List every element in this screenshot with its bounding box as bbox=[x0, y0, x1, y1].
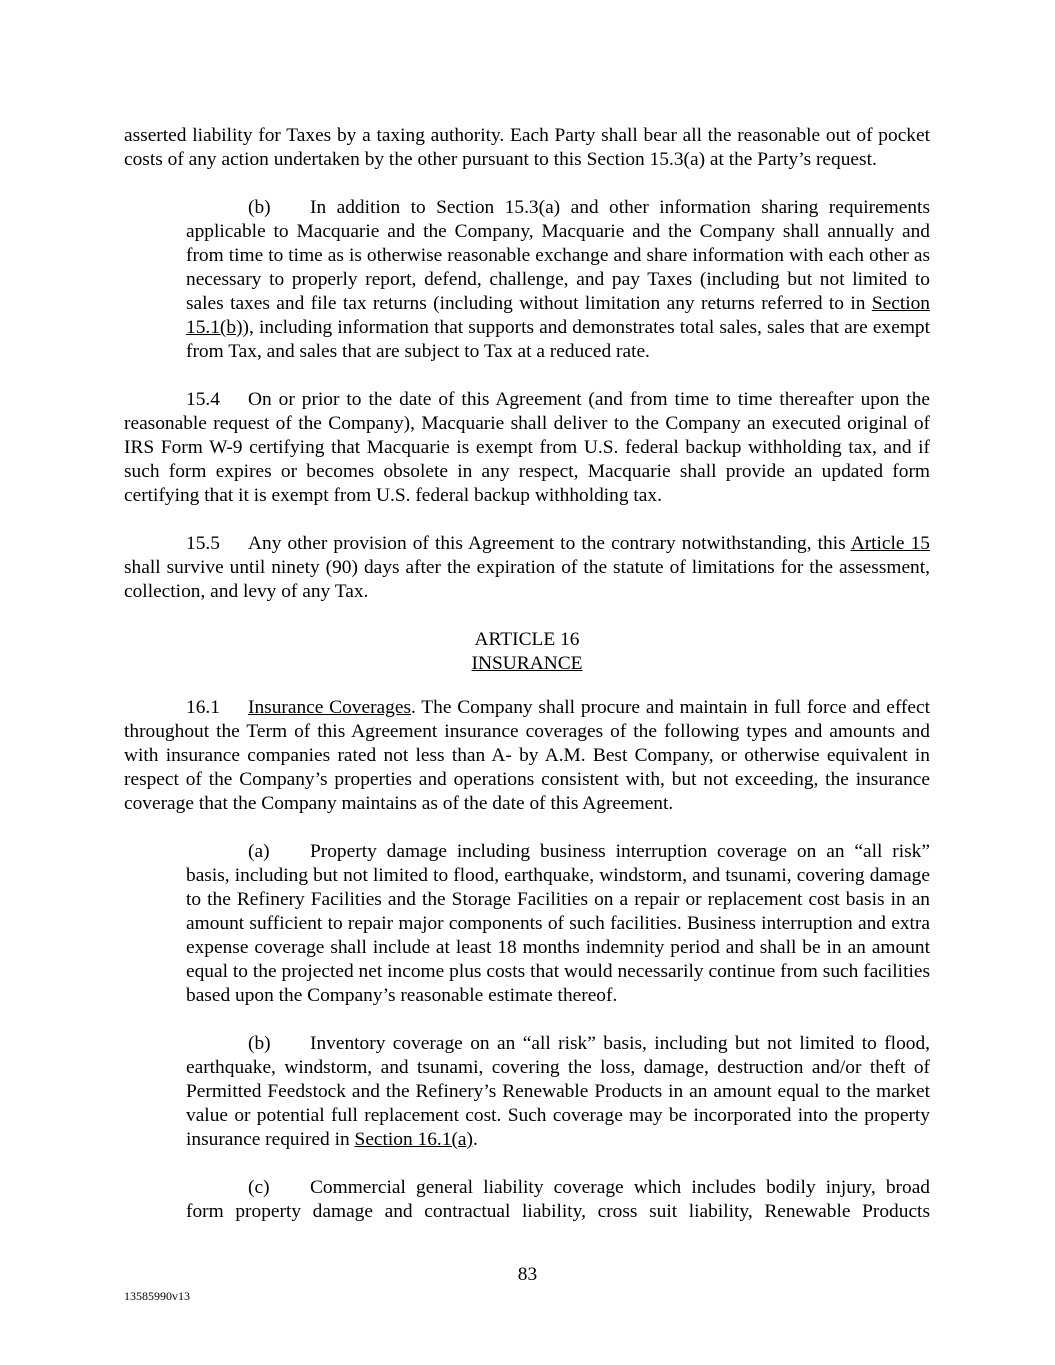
article-heading bbox=[124, 628, 930, 676]
paragraph-16-1: 16.1 Insurance Coverages. The Company shall procure and maintain in full force and effect throughout the Term of this Agreement insurance coverages of the following types and amounts and with insurance companies rated not less than A- by A.M. Best Company, or otherwise equivalent in respect of the Company’s properties and operations consistent with, but not exceeding, the insurance coverage that the Company maintains as of the date of this Agreement. bbox=[124, 697, 930, 814]
article-number: ARTICLE 16 bbox=[474, 629, 580, 650]
page-number: 83 bbox=[517, 1264, 538, 1285]
paragraph-16-1a: (a) Property damage including business interruption coverage on an “all risk” basis, including but not limited to flood, earthquake, windstorm, and tsunami, covering damage to the Refinery Facilities and the Storage Facilities on a repair or replacement cost basis in an amount sufficient to repair major components of such facilities. Business interruption and extra expense coverage shall include at least 18 months indemnity period and shall be in an amount equal to the projected net income plus costs that would necessarily continue from such facilities based upon the Company’s reasonable estimate thereof. bbox=[186, 841, 930, 1006]
section-title: Insurance Coverages bbox=[248, 697, 411, 718]
section-reference-link[interactable]: Section 15.1(b) bbox=[186, 293, 930, 338]
article-title: INSURANCE bbox=[471, 653, 583, 674]
paragraph-16-1c: (c) Commercial general liability coverage which includes bodily injury, broad form property damage and contractual liability, cross suit liability, Renewable Products bbox=[186, 1177, 930, 1222]
paragraph-15-3b: (b) In addition to Section 15.3(a) and other information sharing requirements applicable to Macquarie and the Company, Macquarie and the Company shall annually and from time to time as is otherwise reasonable exchange and share information with each other as necessary to properly report, defend, challenge, and pay Taxes (including but not limited to sales taxes and file tax returns (including without limitation any returns referred to in Section 15.1(b)), including information that supports and demonstrates total sales, sales that are exempt from Tax, and sales that are subject to Tax at a reduced rate. bbox=[186, 197, 930, 362]
clause-number: (b) bbox=[248, 197, 271, 218]
paragraph-15-3a-continued: asserted liability for Taxes by a taxing authority. Each Party shall bear all the reasonable out of pocket costs of any action undertaken by the other pursuant to this Section 15.3(a) at the Party’s request. bbox=[124, 125, 930, 170]
clause-number: (c) bbox=[248, 1177, 270, 1198]
clause-number: 15.4 bbox=[186, 389, 220, 410]
document-id: 13585990v13 bbox=[124, 1289, 190, 1303]
document-page bbox=[124, 124, 930, 1248]
paragraph-15-4: 15.4 On or prior to the date of this Agreement (and from time to time thereafter upon the reasonable request of the Company), Macquarie shall deliver to the Company an executed original of IRS Form W-9 certifying that Macquarie is exempt from U.S. federal backup withholding tax, and if such form expires or becomes obsolete in any respect, Macquarie shall provide an updated form certifying that it is exempt from U.S. federal backup withholding tax. bbox=[124, 389, 930, 506]
paragraph-16-1b: (b) Inventory coverage on an “all risk” basis, including but not limited to flood, earthquake, windstorm, and tsunami, covering the loss, damage, destruction and/or theft of Permitted Feedstock and the Refinery’s Renewable Products in an amount equal to the market value or potential full replacement cost. Such coverage may be incorporated into the property insurance required in Section 16.1(a). bbox=[186, 1033, 930, 1150]
clause-number: 15.5 bbox=[186, 533, 220, 554]
section-reference-link[interactable]: Section 16.1(a) bbox=[354, 1129, 473, 1150]
clause-number: 16.1 bbox=[186, 697, 220, 718]
article-reference-link[interactable]: Article 15 bbox=[850, 533, 930, 554]
paragraph-15-5: 15.5 Any other provision of this Agreement to the contrary notwithstanding, this Article 15 shall survive until ninety (90) days after the expiration of the statute of limitations for the assessment, collection, and levy of any Tax. bbox=[124, 533, 930, 602]
clause-number: (a) bbox=[248, 841, 270, 862]
clause-number: (b) bbox=[248, 1033, 271, 1054]
